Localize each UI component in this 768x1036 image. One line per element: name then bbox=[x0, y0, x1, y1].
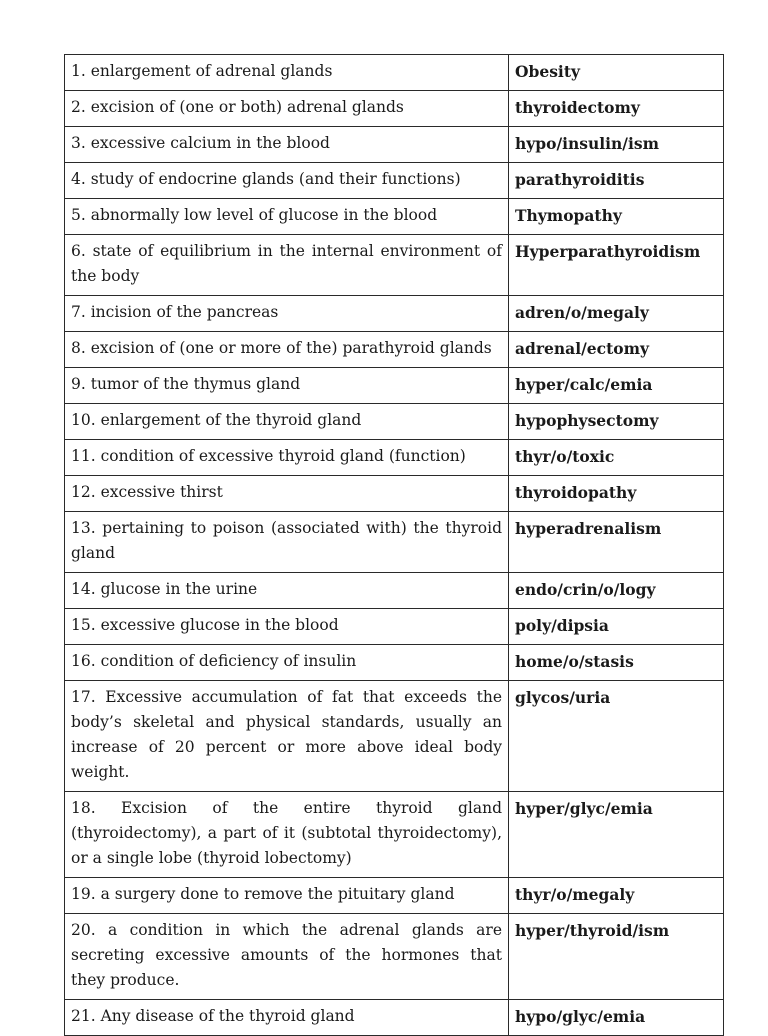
definition-cell: 20. a condition in which the adrenal glands are secreting excessive amounts of the hormones that they produce. bbox=[65, 914, 509, 1000]
table-row bbox=[65, 440, 724, 476]
definition-cell: 17. Excessive accumulation of fat that exceeds the body’s skeletal and physical standards, usually an increase of 20 percent or more above ideal body weight. bbox=[65, 681, 509, 792]
table-row bbox=[65, 235, 724, 296]
table-row bbox=[65, 681, 724, 792]
table-row bbox=[65, 163, 724, 199]
table-row bbox=[65, 127, 724, 163]
table-row bbox=[65, 332, 724, 368]
term-cell: parathyroiditis bbox=[509, 163, 724, 199]
definition-cell: 15. excessive glucose in the blood bbox=[65, 609, 509, 645]
definition-cell: 10. enlargement of the thyroid gland bbox=[65, 404, 509, 440]
term-cell: endo/crin/o/logy bbox=[509, 573, 724, 609]
definition-cell: 1. enlargement of adrenal glands bbox=[65, 55, 509, 91]
term-cell: hyper/thyroid/ism bbox=[509, 914, 724, 1000]
term-cell: Thymopathy bbox=[509, 199, 724, 235]
term-cell: hyperadrenalism bbox=[509, 512, 724, 573]
term-cell: hypo/insulin/ism bbox=[509, 127, 724, 163]
definition-cell: 19. a surgery done to remove the pituitary gland bbox=[65, 878, 509, 914]
definition-cell: 7. incision of the pancreas bbox=[65, 296, 509, 332]
table-row bbox=[65, 645, 724, 681]
term-cell: hyper/calc/emia bbox=[509, 368, 724, 404]
table-row bbox=[65, 914, 724, 1000]
table-row bbox=[65, 199, 724, 235]
table-row bbox=[65, 512, 724, 573]
table-row bbox=[65, 476, 724, 512]
definition-cell: 21. Any disease of the thyroid gland bbox=[65, 1000, 509, 1036]
term-cell: poly/dipsia bbox=[509, 609, 724, 645]
definition-cell: 18. Excision of the entire thyroid gland (thyroidectomy), a part of it (subtotal thyroidectomy), or a single lobe (thyroid lobectomy) bbox=[65, 792, 509, 878]
definition-cell: 12. excessive thirst bbox=[65, 476, 509, 512]
table-row bbox=[65, 609, 724, 645]
table-row bbox=[65, 1000, 724, 1036]
definition-cell: 11. condition of excessive thyroid gland (function) bbox=[65, 440, 509, 476]
definition-cell: 5. abnormally low level of glucose in the blood bbox=[65, 199, 509, 235]
definition-cell: 9. tumor of the thymus gland bbox=[65, 368, 509, 404]
term-cell: thyroidectomy bbox=[509, 91, 724, 127]
definition-cell: 3. excessive calcium in the blood bbox=[65, 127, 509, 163]
table-row bbox=[65, 368, 724, 404]
term-cell: adren/o/megaly bbox=[509, 296, 724, 332]
definition-cell: 13. pertaining to poison (associated with) the thyroid gland bbox=[65, 512, 509, 573]
term-cell: Obesity bbox=[509, 55, 724, 91]
term-cell: hyper/glyc/emia bbox=[509, 792, 724, 878]
table-row bbox=[65, 55, 724, 91]
term-cell: hypophysectomy bbox=[509, 404, 724, 440]
term-cell: hypo/glyc/emia bbox=[509, 1000, 724, 1036]
term-cell: glycos/uria bbox=[509, 681, 724, 792]
term-cell: thyroidopathy bbox=[509, 476, 724, 512]
table-row bbox=[65, 878, 724, 914]
matching-table bbox=[64, 54, 724, 1036]
term-cell: Hyperparathyroidism bbox=[509, 235, 724, 296]
term-cell: thyr/o/megaly bbox=[509, 878, 724, 914]
document-page bbox=[64, 54, 721, 1036]
table-row bbox=[65, 91, 724, 127]
term-cell: adrenal/ectomy bbox=[509, 332, 724, 368]
definition-cell: 6. state of equilibrium in the internal environment of the body bbox=[65, 235, 509, 296]
term-cell: home/o/stasis bbox=[509, 645, 724, 681]
definition-cell: 8. excision of (one or more of the) parathyroid glands bbox=[65, 332, 509, 368]
definition-cell: 4. study of endocrine glands (and their functions) bbox=[65, 163, 509, 199]
definition-cell: 2. excision of (one or both) adrenal glands bbox=[65, 91, 509, 127]
table-row bbox=[65, 296, 724, 332]
table-row bbox=[65, 792, 724, 878]
definition-cell: 14. glucose in the urine bbox=[65, 573, 509, 609]
definition-cell: 16. condition of deficiency of insulin bbox=[65, 645, 509, 681]
term-cell: thyr/o/toxic bbox=[509, 440, 724, 476]
table-row bbox=[65, 404, 724, 440]
table-row bbox=[65, 573, 724, 609]
